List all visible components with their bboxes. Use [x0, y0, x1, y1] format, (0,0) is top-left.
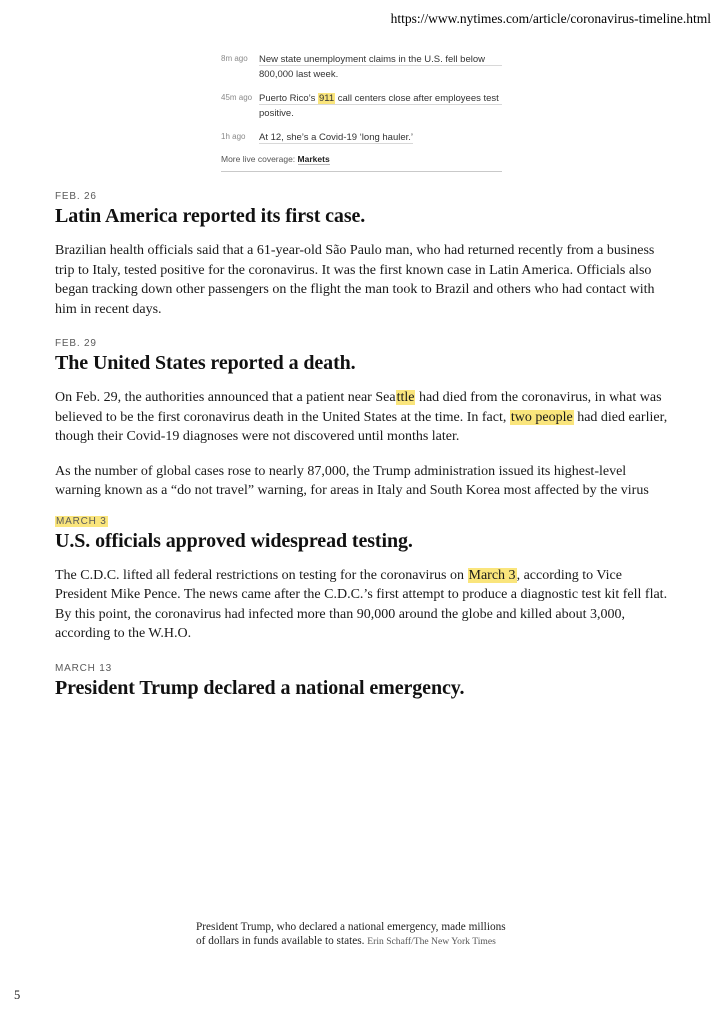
section-paragraph: Brazilian health officials said that a 61-year-old São Paulo man, who had returned recently from a business trip to Italy, tested positive for the coronavirus. It was the first known case in Latin America. Officials also began tracking down other passengers on the flight the man took to Brazil and others who had contact with him in recent days. [55, 243, 655, 317]
divider-rule [221, 171, 502, 172]
caption-text: President Trump, who declared a national emergency, made millions of dollars in funds available to states. [196, 921, 506, 947]
section-date: FEB. 26 [55, 191, 97, 202]
image-placeholder [55, 713, 669, 953]
live-item [221, 52, 502, 82]
page-number: 5 [14, 988, 21, 1002]
live-item-timestamp: 1h ago [221, 132, 246, 141]
page-url: https://www.nytimes.com/article/coronavirus-timeline.html [390, 11, 711, 26]
live-item-headline-link[interactable] [259, 52, 502, 82]
photo-credit: Erin Schaff/The New York Times [367, 935, 496, 947]
live-item [221, 91, 502, 121]
more-live-coverage [221, 154, 502, 164]
section-headline: President Trump declared a national emergency. [55, 676, 465, 699]
article-body [55, 191, 669, 953]
section-paragraph: On Feb. 29, the authorities announced that a patient near Seattle had died from the coronavirus, in what was believed to be the first coronavirus death in the United States at the time. In fact, two people had died earlier, though their Covid-19 diagnoses were not discovered until months later. [55, 390, 668, 444]
timeline-section-feb-26 [55, 191, 669, 319]
markets-link[interactable]: Markets [297, 154, 330, 164]
live-item-headline-link[interactable] [259, 130, 413, 145]
section-headline: The United States reported a death. [55, 352, 356, 374]
section-headline: Latin America reported its first case. [55, 205, 366, 227]
timeline-section-march-13 [55, 663, 669, 700]
section-headline: U.S. officials approved widespread testing. [55, 529, 413, 552]
live-item [221, 130, 502, 145]
more-live-coverage-label: More live coverage: [221, 154, 296, 164]
highlighted-text: two people [510, 409, 573, 425]
live-item-text: At 12, she’s a Covid-19 ‘long hauler.’ [259, 132, 414, 143]
section-paragraph: As the number of global cases rose to nearly 87,000, the Trump administration issued its highest-level warning known as a “do not travel” warning, for areas in Italy and South Korea most affected by the virus [55, 463, 649, 498]
timeline-section-feb-29 [55, 338, 669, 501]
timeline-section-march-3 [55, 516, 669, 644]
highlighted-date: MARCH 3 [56, 515, 107, 527]
section-date: MARCH 13 [55, 662, 112, 674]
section-paragraph: The C.D.C. lifted all federal restrictions on testing for the coronavirus on March 3, according to Vice President Mike Pence. The news came after the C.D.C.’s first attempt to produce a diagnostic test kit fell flat. By this point, the coronavirus had infected more than 90,000 around the globe and killed about 3,000, according to the W.H.O. [55, 567, 668, 641]
live-item-text: Puerto Rico’s [259, 93, 318, 104]
photo-caption [196, 921, 508, 949]
section-date: FEB. 29 [55, 338, 97, 349]
live-item-timestamp: 45m ago [221, 93, 253, 102]
highlighted-text: March 3 [468, 567, 516, 583]
highlighted-text: 911 [318, 93, 335, 104]
live-item-headline-link[interactable] [259, 91, 502, 121]
section-date [55, 516, 669, 527]
live-item-text: New state unemployment claims in the U.S. fell below 800,000 last week. [259, 54, 485, 80]
live-item-text: call centers close after employees test positive. [259, 93, 499, 119]
live-item-timestamp: 8m ago [221, 54, 248, 63]
live-coverage-widget [221, 52, 502, 172]
highlighted-text: ttle [396, 390, 415, 405]
